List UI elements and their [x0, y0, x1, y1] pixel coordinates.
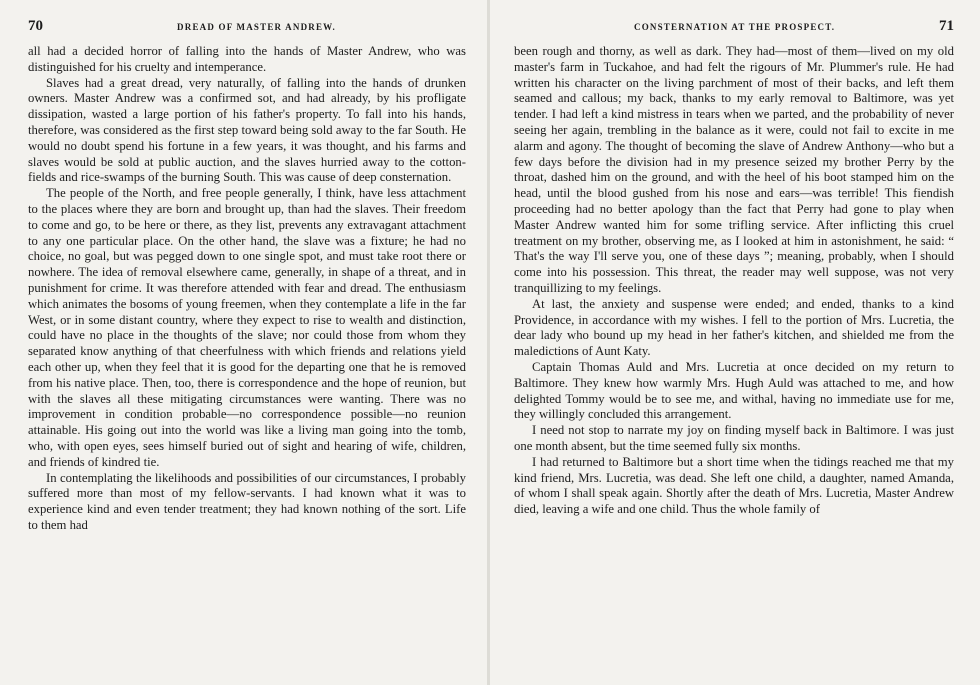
paragraph: been rough and thorny, as well as dark. They had—most of them—lived on my old master's farm in Tuckahoe, and had felt the rigours of Mr. Plummer's rule. He had written his character on the living parchment of most of their backs, and left them seamed and callous; my back, thanks to my early removal to Baltimore, was yet tender. I had left a kind mistress in tears when we parted, and the probability of never seeing her again, trembling in the balance as it were, could not fail to excite in me alarm and agony. The thought of becoming the slave of Andrew Anthony—who but a few days before the division had in my presence seized my brother Perry by the throat, dashed him on the ground, and with the heel of his boot stamped him on the head, until the blood gushed from his nose and ears—was terrible! This fiendish proceeding had no better apology than the fact that Perry had gone to play when Master Andrew wanted him for some trifling service. After inflicting this cruel treatment on my brother, observing me, as I looked at him in astonishment, he said: “ That's the way I'll serve you, one of these days ”; meaning, probably, when I should come into his possession. This threat, the reader may well suppose, was not very tranquillizing to my feelings.	[514, 44, 954, 295]
paragraph: In contemplating the likelihoods and possibilities of our circumstances, I probably suffered more than most of my fellow-servants. I had known what it was to experience kind and even tender treatment; they had known nothing of the sort. Life to them had	[28, 470, 466, 532]
right-page	[490, 0, 980, 685]
paragraph: I need not stop to narrate my joy on finding myself back in Baltimore. I was just one month absent, but the time seemed fully six months.	[514, 423, 954, 453]
paragraph: Captain Thomas Auld and Mrs. Lucretia at once decided on my return to Baltimore. They knew how warmly Mrs. Hugh Auld was attached to me, and how delighted Tommy would be to see me, and withal, having no immediate use for me, they willingly concluded this arrangement.	[514, 359, 954, 422]
paragraph: The people of the North, and free people generally, I think, have less attachment to the places where they are born and brought up, than had the slaves. Their freedom to come and go, to be here or there, as they list, prevents any extravagant attachment to any one particular place. On the other hand, the slave was a fixture; he had no choice, no goal, but was pegged down to one single spot, and must take root there or nowhere. The idea of removal elsewhere came, generally, in shape of a threat, and in punishment for crime. It was therefore attended with fear and dread. The enthusiasm which animates the bosoms of young freemen, when they contemplate a life in the far West, or in some distant country, where they expect to rise to wealth and distinction, could have no place in the thoughts of the slave; nor could those from whom they separated know anything of that cheerfulness with which friends and relations yield each other up, when they feel that it is good for the departing one that he is removed from his native place. Then, too, there is correspondence and the hope of reunion, but with the slaves all these mitigating circumstances were wanting. There was no improvement in condition probable—no correspondence possible—no reunion attainable. His going out into the world was like a living man going into the tomb, who, with open eyes, sees himself buried out of sight and hearing of wife, children, and friends of kindred tie.	[28, 186, 466, 469]
paragraph: At last, the anxiety and suspense were ended; and ended, thanks to a kind Providence, in accordance with my wishes. I fell to the portion of Mrs. Lucretia, the dear lady who bound up my head in her father's kitchen, and shielded me from the maledictions of Aunt Katy.	[514, 296, 954, 359]
running-head: DREAD OF MASTER ANDREW.	[177, 22, 336, 32]
right-page-header	[514, 18, 954, 40]
running-head: CONSTERNATION AT THE PROSPECT.	[634, 22, 836, 32]
page-number: 70	[28, 18, 43, 34]
page-number: 71	[939, 18, 954, 34]
paragraph: Slaves had a great dread, very naturally, of falling into the hands of drunken owners. Master Andrew was a confirmed sot, and had already, by his profligate dissipation, wasted a large portion of his father's property. To fall into his hands, therefore, was considered as the first step toward being sold away to the far South. He would no doubt spend his fortune in a few years, it was thought, and his farms and slaves would be sold at public auction, and the slaves hurried away to the cotton-fields and rice-swamps of the burning South. This was cause of deep consternation.	[28, 75, 466, 185]
paragraph: I had returned to Baltimore but a short time when the tidings reached me that my kind friend, Mrs. Lucretia, was dead. She left one child, a daughter, named Amanda, of whom I shall speak again. Shortly after the death of Mrs. Lucretia, Master Andrew died, leaving a wife and one child. Thus the whole family of	[514, 454, 954, 517]
left-page-header	[28, 18, 466, 40]
left-page	[0, 0, 488, 685]
left-page-body	[28, 44, 466, 534]
paragraph: all had a decided horror of falling into the hands of Master Andrew, who was distinguished for his cruelty and intemperance.	[28, 44, 466, 74]
right-page-body	[514, 44, 954, 518]
